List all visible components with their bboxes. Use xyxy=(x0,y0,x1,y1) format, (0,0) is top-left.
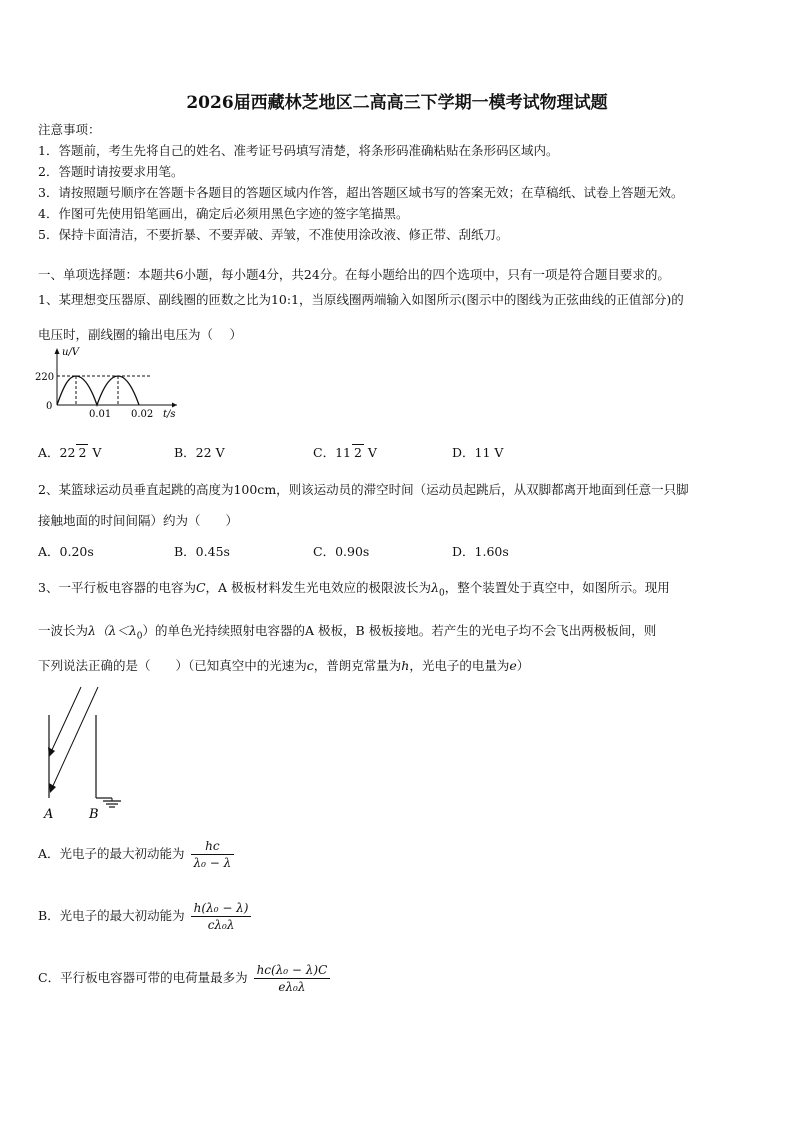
q3-option-c-text: C．平行板电容器可带的电荷量最多为 xyxy=(38,970,248,985)
q3-var-e: e xyxy=(509,658,517,673)
q1-option-c xyxy=(313,443,377,461)
fraction xyxy=(191,838,235,871)
plate-a-label: A xyxy=(44,807,54,822)
q3-sub: 0 xyxy=(136,631,143,642)
q3-var-lambda: λ（λ＜λ xyxy=(88,623,137,638)
q3-var-c: C xyxy=(195,580,206,595)
notice-item-5: 5．保持卡面清洁，不要折暴、不要弄破、弄皱，不准使用涂改液、修正带、刮纸刀。 xyxy=(38,227,509,242)
q3-text: ，整个装置处于真空中，如图所示。现用 xyxy=(444,580,670,595)
fraction-numerator: h(λ₀ − λ) xyxy=(191,900,252,917)
arrow-icon xyxy=(48,747,55,757)
notice-item-3: 3．请按照题号顺序在答题卡各题目的答题区域内作答，超出答题区域书写的答案无效；在草稿纸、试卷上答题无效。 xyxy=(38,185,684,200)
graph-x-tick-2: 0.02 xyxy=(131,409,154,420)
q3-option-b xyxy=(38,900,251,933)
q1-option-b: B．22 V xyxy=(174,445,225,460)
graph-curve xyxy=(57,376,139,405)
q3-option-b-text: B．光电子的最大初动能为 xyxy=(38,908,185,923)
q1-option-c-value: C．11 xyxy=(313,445,351,460)
q3-text: 一波长为 xyxy=(38,623,89,638)
q3-var-h: h xyxy=(401,658,410,673)
q3-option-a xyxy=(38,838,234,871)
light-ray-2 xyxy=(52,687,98,788)
q1-voltage-graph xyxy=(32,345,182,420)
q1-option-a-unit: V xyxy=(92,445,102,460)
sqrt-icon: 2 xyxy=(353,445,362,460)
graph-x-arrow xyxy=(172,403,177,408)
q3-text: ，普朗克常量为 xyxy=(313,658,402,673)
q3-line3 xyxy=(38,656,529,674)
q3-var-c: c xyxy=(306,658,314,673)
notice-heading: 注意事项： xyxy=(38,122,101,137)
q3-line1 xyxy=(38,578,670,599)
q2-line2: 接触地面的时间间隔）约为（ ） xyxy=(38,513,239,528)
graph-xlabel: t/s xyxy=(163,409,176,420)
q3-line2 xyxy=(38,621,656,642)
q3-var-lambda: λ xyxy=(431,580,439,595)
q2-option-c: C．0.90s xyxy=(313,544,370,559)
q3-text: ，A 极板材料发生光电效应的极限波长为 xyxy=(205,580,432,595)
q1-option-a-value: A．22 xyxy=(38,445,76,460)
graph-x-tick-1: 0.01 xyxy=(89,409,112,420)
graph-y-tick: 220 xyxy=(35,372,55,383)
notice-item-4: 4．作图可先使用铅笔画出，确定后必须用黑色字迹的签字笔描黑。 xyxy=(38,206,409,221)
q2-option-a: A．0.20s xyxy=(38,544,94,559)
q1-line2: 电压时，副线圈的输出电压为（ ） xyxy=(38,327,242,342)
fraction-numerator: hc(λ₀ − λ)C xyxy=(254,962,331,979)
q3-option-c xyxy=(38,962,330,995)
q2-option-d: D．1.60s xyxy=(452,544,509,559)
q2-line1: 2、某篮球运动员垂直起跳的高度为100cm，则该运动员的滞空时间（运动员起跳后，从双脚都离开地面到任意一只脚 xyxy=(38,482,689,497)
q3-option-a-text: A．光电子的最大初动能为 xyxy=(38,846,185,861)
q3-text: ）的单色光持续照射电容器的A 极板，B 极板接地。若产生的光电子均不会飞出两极板间，则 xyxy=(142,623,657,638)
q2-option-b: B．0.45s xyxy=(174,544,230,559)
q1-option-c-unit: V xyxy=(367,445,377,460)
section-heading: 一、单项选择题：本题共6小题，每小题4分，共24分。在每小题给出的四个选项中，只有一项是符合题目要求的。 xyxy=(38,267,670,282)
fraction-denominator: λ₀ − λ xyxy=(193,856,232,870)
fraction-denominator: eλ₀λ xyxy=(278,980,306,994)
fraction xyxy=(254,962,331,995)
page-title: 2026届西藏林芝地区二高高三下学期一模考试物理试题 xyxy=(186,93,608,113)
notice-item-2: 2．答题时请按要求用笔。 xyxy=(38,164,184,179)
q3-text: 下列说法正确的是（ ）（已知真空中的光速为 xyxy=(38,658,307,673)
plate-b-label: B xyxy=(89,807,99,822)
sqrt-icon: 2 xyxy=(78,445,87,460)
q3-text: ，光电子的电量为 xyxy=(409,658,510,673)
q1-line1: 1、某理想变压器原、副线圈的匝数之比为10:1，当原线圈两端输入如图所示(图示中的图线为正弦曲线的正值部分)的 xyxy=(38,292,684,307)
q1-option-d: D．11 V xyxy=(452,445,504,460)
q3-sub: 0 xyxy=(439,588,445,599)
arrow-icon xyxy=(49,783,56,793)
fraction-numerator: hc xyxy=(191,838,235,855)
notice-item-1: 1．答题前，考生先将自己的姓名、准考证号码填写清楚，将条形码准确粘贴在条形码区域内。 xyxy=(38,143,559,158)
graph-origin: 0 xyxy=(46,401,53,412)
light-ray-1 xyxy=(51,687,81,752)
q3-capacitor-diagram xyxy=(30,682,140,822)
graph-y-arrow xyxy=(55,348,60,354)
q3-text: ） xyxy=(516,658,530,673)
fraction-denominator: cλ₀λ xyxy=(207,918,235,932)
q1-option-a xyxy=(38,443,101,461)
q3-text: 3、一平行板电容器的电容为 xyxy=(38,580,196,595)
fraction xyxy=(191,900,252,933)
graph-ylabel: u/V xyxy=(62,347,80,358)
